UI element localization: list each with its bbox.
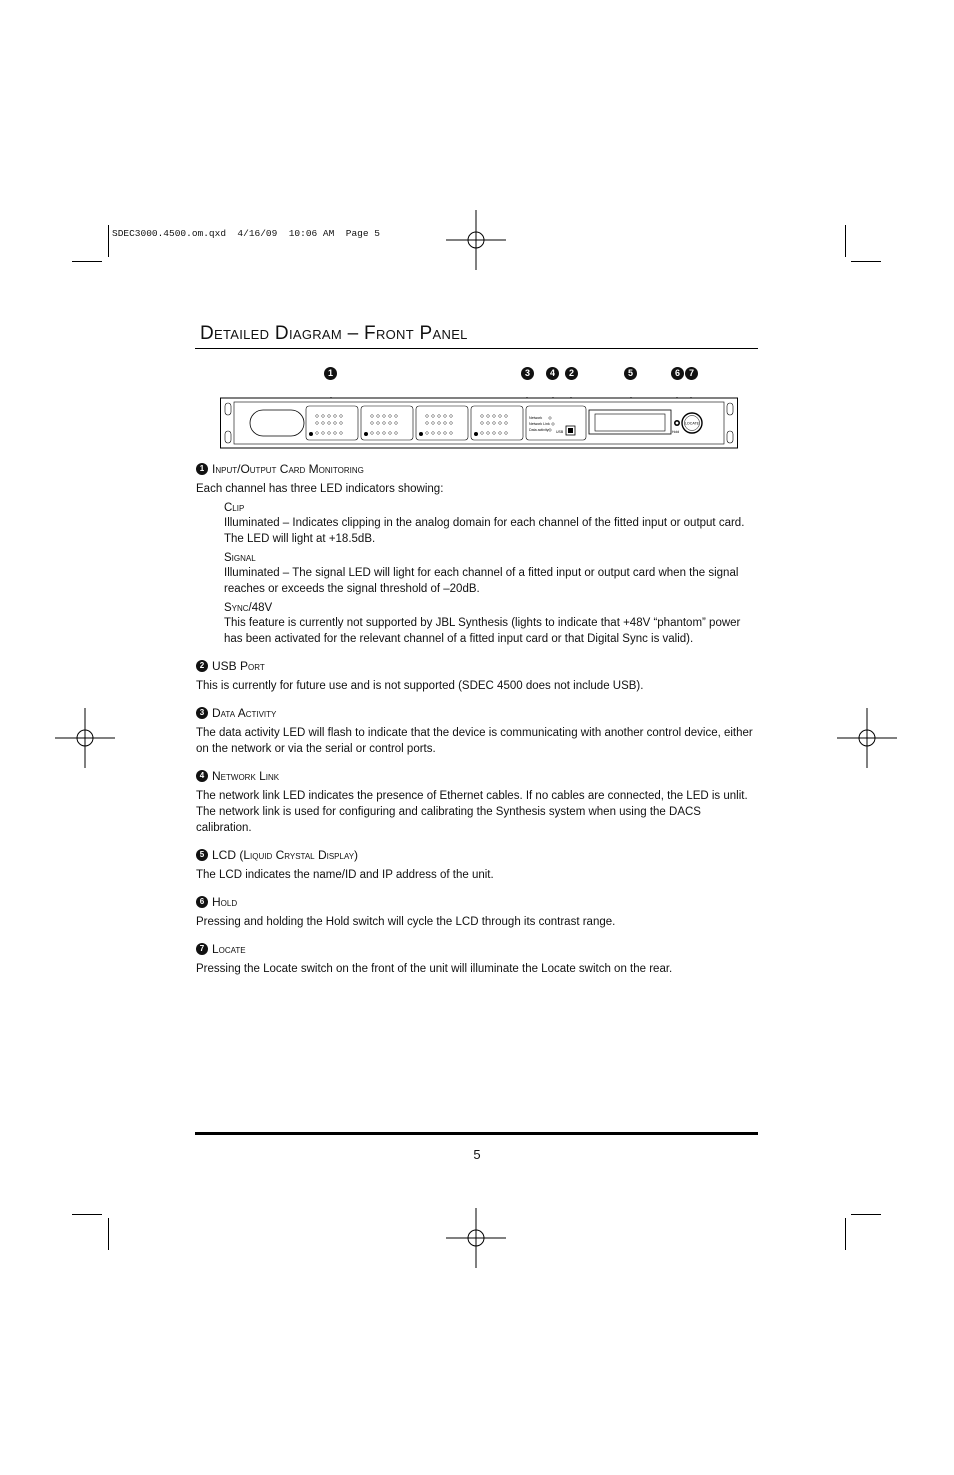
section-heading [196,658,756,674]
section-lcd [196,847,756,883]
crop-mark [851,1214,881,1215]
crop-mark [845,225,846,257]
panel-callout-1: 1 [324,367,337,380]
section-title: Network Link [212,769,280,783]
panel-callout-3: 3 [521,367,534,380]
crop-mark [72,261,102,262]
subsection-label: Sync/48V [224,602,273,614]
section-heading [196,461,756,477]
subsection-text: Illuminated – Indicates clipping in the analog domain for each channel of the fitted input or output card. The LED will light at +18.5dB. [224,517,745,545]
section-heading [196,894,756,910]
section-locate [196,941,756,977]
subsection-label: Signal [224,552,256,564]
subsection-sync-48v [224,601,756,647]
number-badge-icon: 2 [196,660,208,672]
panel-callout-5: 5 [624,367,637,380]
print-slug: SDEC3000.4500.om.qxd 4/16/09 10:06 AM Page 5 [112,228,380,239]
section-body: The network link LED indicates the presence of Ethernet cables. If no cables are connected, the LED is unlit. The network link is used for configuring and calibrating the Synthesis system when using the DACS calibration. [196,790,748,834]
section-title: Locate [212,942,246,956]
title-rule [195,348,758,349]
registration-mark-icon [55,708,115,768]
number-badge-icon: 4 [196,770,208,782]
crop-mark [72,1214,102,1215]
section-network-link [196,768,756,836]
crop-mark [108,1218,109,1250]
content [196,461,756,977]
section-heading [196,941,756,957]
registration-mark-icon [446,1208,506,1268]
page-number: 5 [473,1147,481,1162]
section-usb-port [196,658,756,694]
panel-label-hold: Hold [672,430,680,434]
section-body: The LCD indicates the name/ID and IP address of the unit. [196,869,494,881]
subsection-text: This feature is currently not supported by JBL Synthesis (lights to indicate that +48V “phantom” power has been activated for the relevant channel of a fitted input card or that Digital Sync is valid). [224,617,741,645]
panel-label-data-activity: Data activity [529,428,549,432]
subsection-clip [224,501,756,547]
section-heading [196,847,756,863]
section-body: Pressing the Locate switch on the front of the unit will illuminate the Locate switch on the rear. [196,963,673,975]
registration-mark-icon [446,210,506,270]
crop-mark [845,1218,846,1250]
panel-label-network-link: Network Link [529,422,550,426]
panel-callout-7: 7 [685,367,698,380]
subsection-text: Illuminated – The signal LED will light for each channel of a fitted input or output card when the signal reaches or exceeds the signal threshold of –20dB. [224,567,739,595]
panel-label-network: Network [529,416,543,420]
panel-callout-4: 4 [546,367,559,380]
section-title: Data Activity [212,706,277,720]
section-title: Hold [212,895,238,909]
front-panel-diagram [220,397,738,449]
panel-callout-2: 2 [565,367,578,380]
number-badge-icon: 7 [196,943,208,955]
section-heading [196,768,756,784]
registration-mark-icon [837,708,897,768]
crop-mark [108,225,109,257]
section-heading [196,705,756,721]
section-body: This is currently for future use and is not supported (SDEC 4500 does not include USB). [196,680,644,692]
section-title: USB Port [212,659,265,673]
section-title: Input/Output Card Monitoring [212,462,364,476]
page-title: Detailed Diagram – Front Panel [200,323,468,344]
panel-label-usb: USB [556,430,564,434]
section-data-activity [196,705,756,757]
number-badge-icon: 6 [196,896,208,908]
number-badge-icon: 3 [196,707,208,719]
number-badge-icon: 1 [196,463,208,475]
number-badge-icon: 5 [196,849,208,861]
panel-label-locate: LOCATE [684,421,700,426]
subsection-signal [224,551,756,597]
section-hold [196,894,756,930]
section-body: Each channel has three LED indicators showing: [196,483,444,495]
crop-mark [851,261,881,262]
footer-rule [195,1132,758,1135]
section-body: Pressing and holding the Hold switch will cycle the LCD through its contrast range. [196,916,616,928]
section-io-card-monitoring [196,461,756,647]
section-title: LCD (Liquid Crystal Display) [212,848,359,862]
section-body: The data activity LED will flash to indicate that the device is communicating with another control device, either on the network or via the serial or control ports. [196,727,753,755]
panel-callout-6: 6 [671,367,684,380]
subsection-label: Clip [224,502,245,514]
